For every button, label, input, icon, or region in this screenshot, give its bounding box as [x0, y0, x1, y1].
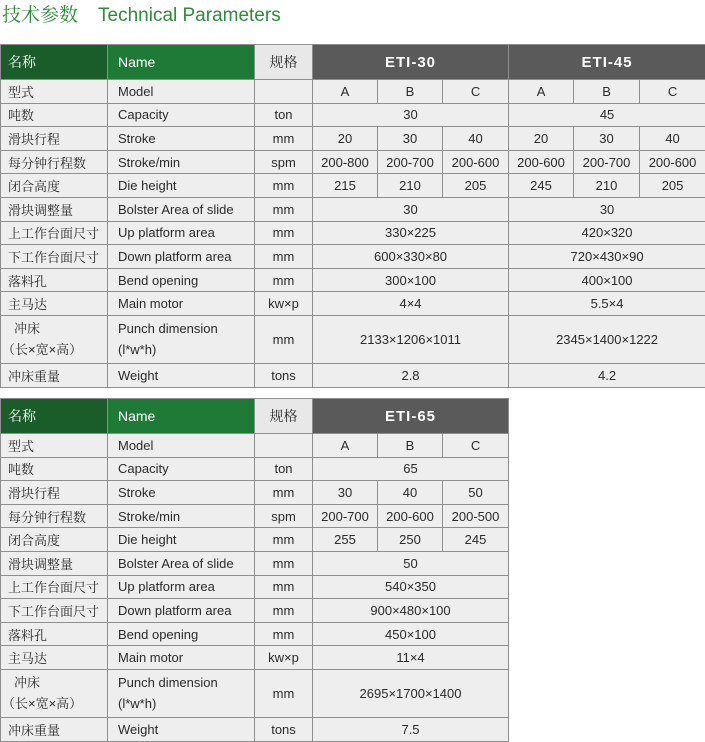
value-cell: 200-800: [313, 150, 378, 174]
row-label-zh: [1, 669, 108, 717]
row-label-en: Up platform area: [108, 575, 255, 599]
value-cell: 205: [640, 174, 705, 198]
value-cell: 215: [313, 174, 378, 198]
value-cell: 40: [378, 481, 443, 505]
table-row: [1, 434, 509, 458]
row-unit: spm: [255, 150, 313, 174]
row-label-en: Up platform area: [108, 221, 255, 245]
value-cell: 255: [313, 528, 378, 552]
table-row: [1, 363, 705, 387]
table-row: [1, 481, 509, 505]
row-unit: mm: [255, 599, 313, 623]
value-cell: 2.8: [313, 363, 509, 387]
spec-table-body: [1, 45, 705, 388]
value-cell: 30: [313, 197, 509, 221]
row-label-en: Stroke: [108, 481, 255, 505]
value-cell: 65: [313, 457, 509, 481]
row-unit: mm: [255, 245, 313, 269]
value-cell: 450×100: [313, 622, 509, 646]
table-row: [1, 622, 509, 646]
table-row: [1, 315, 705, 363]
table-row: [1, 103, 705, 127]
row-label-zh: 上工作台面尺寸: [1, 575, 108, 599]
value-cell: 40: [640, 127, 705, 151]
value-cell: 20: [509, 127, 574, 151]
value-cell: 30: [313, 103, 509, 127]
row-label-en: Weight: [108, 717, 255, 741]
row-label-zh: 落料孔: [1, 268, 108, 292]
value-cell: A: [313, 80, 378, 104]
row-label-en: Die height: [108, 528, 255, 552]
row-label-zh: 型式: [1, 434, 108, 458]
table-row: [1, 127, 705, 151]
row-label-zh-line1: 冲床: [14, 321, 41, 337]
row-label-en-line2: (l*w*h): [118, 342, 157, 358]
row-label-en: Stroke: [108, 127, 255, 151]
value-cell: 50: [443, 481, 509, 505]
row-label-en: [108, 315, 255, 363]
row-label-zh: 滑块调整量: [1, 551, 108, 575]
row-unit: ton: [255, 457, 313, 481]
row-label-en: Bend opening: [108, 622, 255, 646]
header-unit: 规格: [255, 45, 313, 80]
row-label-zh: 上工作台面尺寸: [1, 221, 108, 245]
table-row: [1, 174, 705, 198]
row-label-zh: 下工作台面尺寸: [1, 599, 108, 623]
row-unit: mm: [255, 551, 313, 575]
header-row: [1, 45, 705, 80]
table-row: [1, 268, 705, 292]
row-unit: [255, 434, 313, 458]
row-label-zh: 闭合高度: [1, 528, 108, 552]
value-cell: 245: [443, 528, 509, 552]
row-label-en: [108, 669, 255, 717]
value-cell: A: [313, 434, 378, 458]
value-cell: 200-600: [640, 150, 705, 174]
value-cell: 11×4: [313, 646, 509, 670]
value-cell: 200-600: [509, 150, 574, 174]
row-label-en: Capacity: [108, 103, 255, 127]
row-label-en: Main motor: [108, 292, 255, 316]
header-model: ETI-30: [313, 45, 509, 80]
table-row: [1, 197, 705, 221]
value-cell: 210: [378, 174, 443, 198]
value-cell: 2133×1206×1011: [313, 315, 509, 363]
row-label-en: Stroke/min: [108, 504, 255, 528]
row-unit: mm: [255, 127, 313, 151]
header-model: ETI-65: [313, 399, 509, 434]
row-label-en: Bolster Area of slide: [108, 197, 255, 221]
row-label-zh: 滑块行程: [1, 481, 108, 505]
value-cell: 50: [313, 551, 509, 575]
row-label-en-line2: (l*w*h): [118, 696, 157, 712]
row-label-en: Down platform area: [108, 245, 255, 269]
value-cell: C: [443, 80, 509, 104]
row-label-zh: 冲床重量: [1, 363, 108, 387]
row-unit: mm: [255, 174, 313, 198]
row-label-zh-line2: （长×宽×高）: [2, 342, 83, 358]
row-label-zh: 型式: [1, 80, 108, 104]
row-label-en: Bolster Area of slide: [108, 551, 255, 575]
value-cell: 2345×1400×1222: [509, 315, 705, 363]
table-row: [1, 292, 705, 316]
page-title-zh: 技术参数: [2, 5, 79, 26]
table-row: [1, 504, 509, 528]
value-cell: 30: [574, 127, 640, 151]
table-row: [1, 150, 705, 174]
row-unit: mm: [255, 268, 313, 292]
row-label-zh: 主马达: [1, 292, 108, 316]
row-label-en: Main motor: [108, 646, 255, 670]
row-unit: mm: [255, 197, 313, 221]
header-name-zh: 名称: [1, 45, 108, 80]
row-label-zh-line1: 冲床: [14, 675, 41, 691]
value-cell: 720×430×90: [509, 245, 705, 269]
value-cell: B: [378, 80, 443, 104]
value-cell: 300×100: [313, 268, 509, 292]
row-unit: ton: [255, 103, 313, 127]
row-label-zh: 下工作台面尺寸: [1, 245, 108, 269]
value-cell: 40: [443, 127, 509, 151]
value-cell: 200-700: [313, 504, 378, 528]
row-unit: spm: [255, 504, 313, 528]
header-unit: 规格: [255, 399, 313, 434]
row-label-zh: 每分钟行程数: [1, 504, 108, 528]
row-label-zh: 每分钟行程数: [1, 150, 108, 174]
row-label-zh: 主马达: [1, 646, 108, 670]
row-label-zh: 落料孔: [1, 622, 108, 646]
value-cell: C: [443, 434, 509, 458]
value-cell: 540×350: [313, 575, 509, 599]
row-unit: kw×p: [255, 292, 313, 316]
row-unit: kw×p: [255, 646, 313, 670]
table-row: [1, 551, 509, 575]
value-cell: 250: [378, 528, 443, 552]
row-label-zh: 吨数: [1, 457, 108, 481]
value-cell: 30: [378, 127, 443, 151]
table-row: [1, 245, 705, 269]
header-name-en: Name: [108, 399, 255, 434]
row-label-zh: [1, 315, 108, 363]
value-cell: 4×4: [313, 292, 509, 316]
row-label-zh: 吨数: [1, 103, 108, 127]
value-cell: B: [574, 80, 640, 104]
table-row: [1, 80, 705, 104]
row-unit: mm: [255, 575, 313, 599]
row-unit: tons: [255, 717, 313, 741]
spec-table-body: [1, 399, 509, 742]
row-unit: mm: [255, 221, 313, 245]
value-cell: 200-700: [574, 150, 640, 174]
row-unit: mm: [255, 669, 313, 717]
table-row: [1, 646, 509, 670]
value-cell: 200-700: [378, 150, 443, 174]
row-label-zh-line2: （长×宽×高）: [2, 696, 83, 712]
header-name-en: Name: [108, 45, 255, 80]
page-title-en: Technical Parameters: [98, 5, 281, 26]
row-label-en: Down platform area: [108, 599, 255, 623]
value-cell: 600×330×80: [313, 245, 509, 269]
row-unit: tons: [255, 363, 313, 387]
row-unit: mm: [255, 315, 313, 363]
spec-table-eti-30-45: [0, 44, 705, 388]
row-label-zh: 闭合高度: [1, 174, 108, 198]
value-cell: 30: [509, 197, 705, 221]
spec-table-eti-65: [0, 398, 509, 742]
row-label-en: Die height: [108, 174, 255, 198]
header-name-zh: 名称: [1, 399, 108, 434]
row-label-en: Model: [108, 434, 255, 458]
row-label-zh: 冲床重量: [1, 717, 108, 741]
table-row: [1, 221, 705, 245]
value-cell: 205: [443, 174, 509, 198]
table-row: [1, 599, 509, 623]
value-cell: 30: [313, 481, 378, 505]
value-cell: 210: [574, 174, 640, 198]
row-unit: mm: [255, 481, 313, 505]
value-cell: 900×480×100: [313, 599, 509, 623]
row-label-zh: 滑块行程: [1, 127, 108, 151]
table-row: [1, 528, 509, 552]
page-title: [2, 0, 281, 24]
value-cell: A: [509, 80, 574, 104]
value-cell: 420×320: [509, 221, 705, 245]
value-cell: 4.2: [509, 363, 705, 387]
value-cell: 400×100: [509, 268, 705, 292]
table-row: [1, 717, 509, 741]
row-label-en-line1: Punch dimension: [118, 321, 218, 337]
table-row: [1, 575, 509, 599]
row-label-zh: 滑块调整量: [1, 197, 108, 221]
value-cell: 330×225: [313, 221, 509, 245]
value-cell: 200-600: [378, 504, 443, 528]
value-cell: 7.5: [313, 717, 509, 741]
table-row: [1, 457, 509, 481]
value-cell: 2695×1700×1400: [313, 669, 509, 717]
row-unit: [255, 80, 313, 104]
row-label-en: Model: [108, 80, 255, 104]
row-unit: mm: [255, 528, 313, 552]
value-cell: B: [378, 434, 443, 458]
value-cell: 200-500: [443, 504, 509, 528]
header-model: ETI-45: [509, 45, 705, 80]
value-cell: 245: [509, 174, 574, 198]
value-cell: 45: [509, 103, 705, 127]
row-label-en: Weight: [108, 363, 255, 387]
header-row: [1, 399, 509, 434]
row-unit: mm: [255, 622, 313, 646]
value-cell: 5.5×4: [509, 292, 705, 316]
row-label-en-line1: Punch dimension: [118, 675, 218, 691]
table-row: [1, 669, 509, 717]
row-label-en: Stroke/min: [108, 150, 255, 174]
row-label-en: Capacity: [108, 457, 255, 481]
value-cell: 200-600: [443, 150, 509, 174]
row-label-en: Bend opening: [108, 268, 255, 292]
value-cell: 20: [313, 127, 378, 151]
value-cell: C: [640, 80, 705, 104]
